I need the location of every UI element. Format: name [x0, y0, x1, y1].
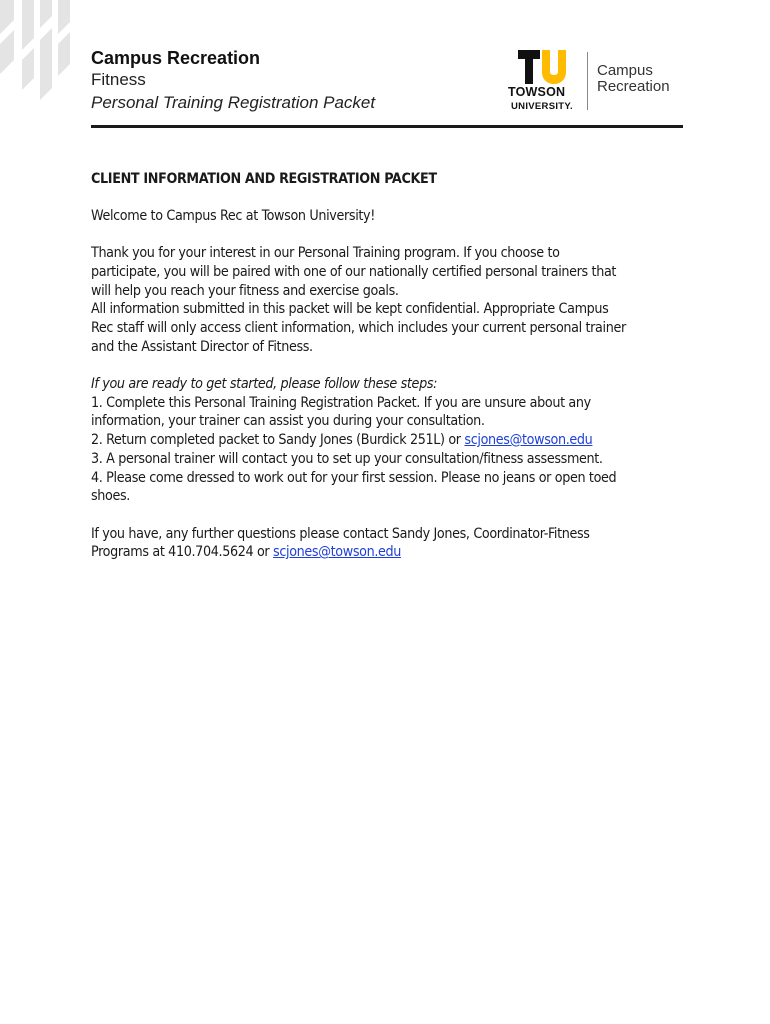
step-4-line: shoes. [91, 488, 131, 505]
step-1-line: 1. Complete this Personal Training Registration Packet. If you are unsure about any [91, 394, 591, 411]
steps-section [91, 375, 691, 506]
towson-campus-rec-logo [508, 50, 683, 114]
document-body [91, 170, 691, 562]
logo-divider [587, 52, 588, 110]
step-1-line: information, your trainer can assist you during your consultation. [91, 413, 485, 430]
logo-campus-text: Campus [597, 62, 653, 79]
steps-intro: If you are ready to get started, please follow these steps: [91, 376, 438, 392]
contact-paragraph [91, 525, 691, 562]
step-2-text: 2. Return completed packet to Sandy Jones (Burdick 251L) or [91, 432, 465, 449]
header-subtitle: Fitness [91, 70, 146, 89]
email-link[interactable]: scjones@towson.edu [464, 432, 593, 449]
header-divider [91, 125, 683, 128]
document-title: Personal Training Registration Packet [91, 93, 376, 112]
section-heading: CLIENT INFORMATION AND REGISTRATION PACKET [91, 171, 437, 187]
logo-recreation-text: Recreation [597, 78, 670, 95]
intro-line: Thank you for your interest in our Personal Training program. If you choose to [91, 245, 560, 262]
step-4-line: 4. Please come dressed to work out for your first session. Please no jeans or open toed [91, 469, 617, 486]
header-title: Campus Recreation [91, 48, 261, 68]
logo-towson-text: TOWSON [508, 85, 566, 99]
welcome-text: Welcome to Campus Rec at Towson University! [91, 207, 375, 224]
email-link[interactable]: scjones@towson.edu [273, 544, 402, 561]
intro-paragraph [91, 244, 691, 356]
contact-line [91, 543, 691, 562]
step-2 [91, 431, 691, 450]
intro-line: will help you reach your fitness and exercise goals. [91, 282, 399, 299]
logo-university-text: UNIVERSITY. [511, 101, 573, 112]
intro-line: and the Assistant Director of Fitness. [91, 338, 313, 355]
tu-monogram-logo [518, 50, 566, 86]
intro-line: Rec staff will only access client information, which includes your current personal trainer [91, 319, 626, 336]
step-3: 3. A personal trainer will contact you to set up your consultation/fitness assessment. [91, 450, 603, 467]
intro-line: participate, you will be paired with one of our nationally certified personal trainers that [91, 263, 617, 280]
corner-pattern-graphic [0, 0, 90, 110]
contact-text: Programs at 410.704.5624 or [91, 544, 274, 561]
contact-line: If you have, any further questions please contact Sandy Jones, Coordinator-Fitness [91, 525, 590, 542]
intro-line: All information submitted in this packet will be kept confidential. Appropriate Campus [91, 301, 609, 318]
